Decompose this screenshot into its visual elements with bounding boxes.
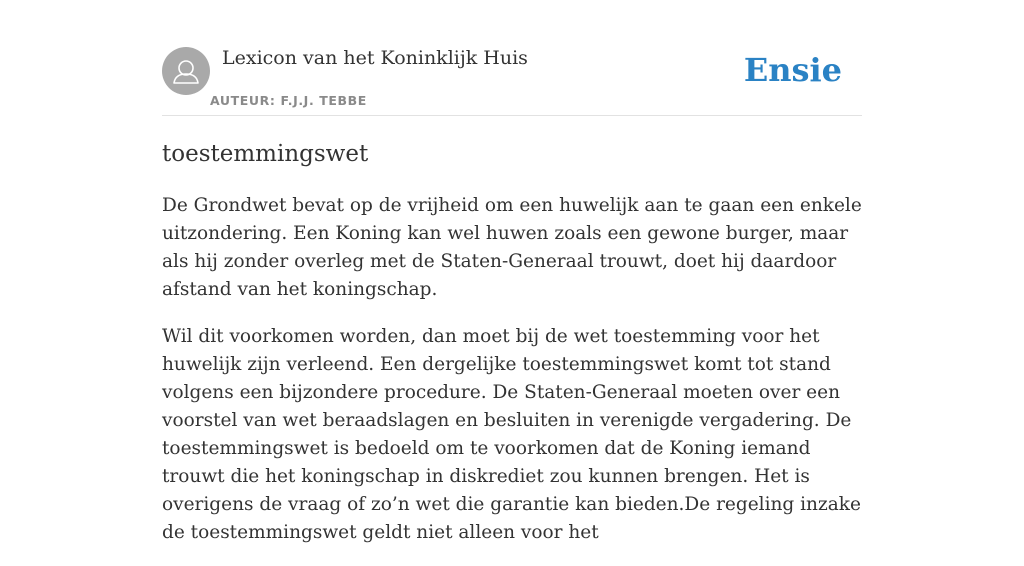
entry-paragraph-1: De Grondwet bevat op de vrijheid om een huwelijk aan te gaan een enkele uitzondering. Een Koning kan wel huwen zoals een gewone burger, maar als hij zonder overleg met de Staten-Generaal trouwt, doet hij daardoor afstand van het koningschap. <box>162 195 862 300</box>
author-byline <box>210 93 367 109</box>
ensie-logo[interactable]: Ensie <box>743 51 842 89</box>
avatar <box>162 47 210 95</box>
entry-paragraph-2: Wil dit voorkomen worden, dan moet bij de wet toestemming voor het huwelijk zijn verleend. Een dergelijke toestemmingswet komt tot stand volgens een bijzondere procedure. De Staten-Generaal moeten over een voorstel van wet beraadslagen en besluiten in verenigde vergadering. De toestemmingswet is bedoeld om te voorkomen dat de Koning iemand trouwt die het koningschap in diskrediet zou kunnen brengen. Het is overigens de vraag of zo’n wet die garantie kan bieden.De regeling inzake de toestemmingswet geldt niet alleen voor het <box>162 326 861 543</box>
author-label: AUTEUR: <box>210 93 276 108</box>
book-title[interactable]: Lexicon van het Koninklijk Huis <box>222 47 528 69</box>
entry-title: toestemmingswet <box>162 141 369 167</box>
article-page <box>162 0 862 543</box>
entry-body <box>162 192 864 566</box>
author-name[interactable]: F.J.J. TEBBE <box>280 93 367 108</box>
user-silhouette-icon <box>162 47 210 95</box>
article-header <box>162 0 862 116</box>
